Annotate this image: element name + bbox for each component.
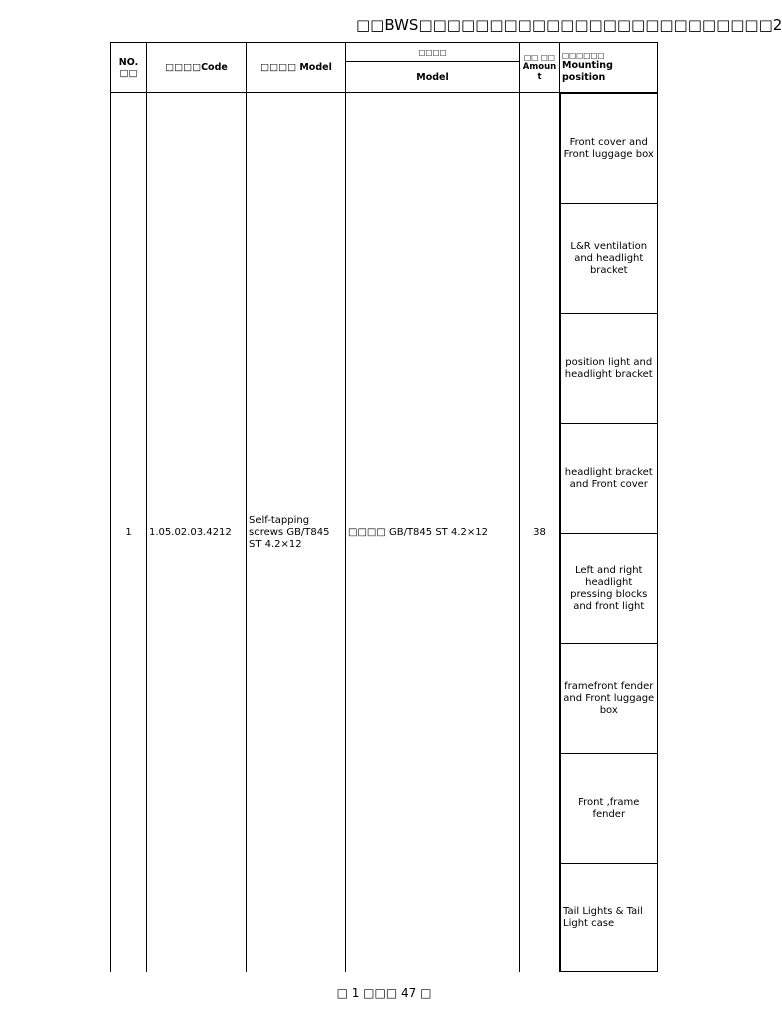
- mounting-position: Front cover and Front luggage box: [561, 94, 658, 204]
- header-row: [111, 43, 658, 62]
- cell-spec: □□□□ GB/T845 ST 4.2×12: [346, 93, 520, 973]
- mounting-position: L&R ventilation and headlight bracket: [561, 204, 658, 314]
- header-amount-en: Amoun t: [522, 62, 557, 82]
- header-group-model: Model: [346, 62, 520, 93]
- mounting-position: Tail Lights & Tail Light case: [561, 864, 658, 972]
- header-no: NO. □□: [111, 43, 147, 93]
- cell-model: Self-tapping screws GB/T845 ST 4.2×12: [247, 93, 346, 973]
- cell-code: 1.05.02.03.4212: [147, 93, 247, 973]
- header-amount-cn: □□ □□: [524, 53, 555, 62]
- cell-amount: 38: [520, 93, 560, 973]
- table-row: [111, 93, 658, 973]
- parts-table: [110, 42, 658, 972]
- mounting-position: framefront fender and Front luggage box: [561, 644, 658, 754]
- header-amount: [520, 43, 560, 93]
- positions-list: [560, 93, 658, 972]
- header-mounting-en: Mounting position: [562, 60, 613, 83]
- header-group: □□□□: [346, 43, 520, 62]
- header-mounting-cn: □□□□□□: [562, 51, 605, 60]
- cell-positions: [560, 93, 658, 973]
- header-model: □□□□ Model: [247, 43, 346, 93]
- page-title: □□BWS□□□□□□□□□□□□□□□□□□□□□□□□□2: [356, 16, 782, 34]
- mounting-position: position light and headlight bracket: [561, 314, 658, 424]
- mounting-position: Left and right headlight pressing blocks and front light: [561, 534, 658, 644]
- cell-no: 1: [111, 93, 147, 973]
- header-code: □□□□Code: [147, 43, 247, 93]
- header-mounting: [560, 43, 658, 93]
- mounting-position: Front ,frame fender: [561, 754, 658, 864]
- page-footer: □ 1 □□□ 47 □: [336, 986, 432, 1000]
- mounting-position: headlight bracket and Front cover: [561, 424, 658, 534]
